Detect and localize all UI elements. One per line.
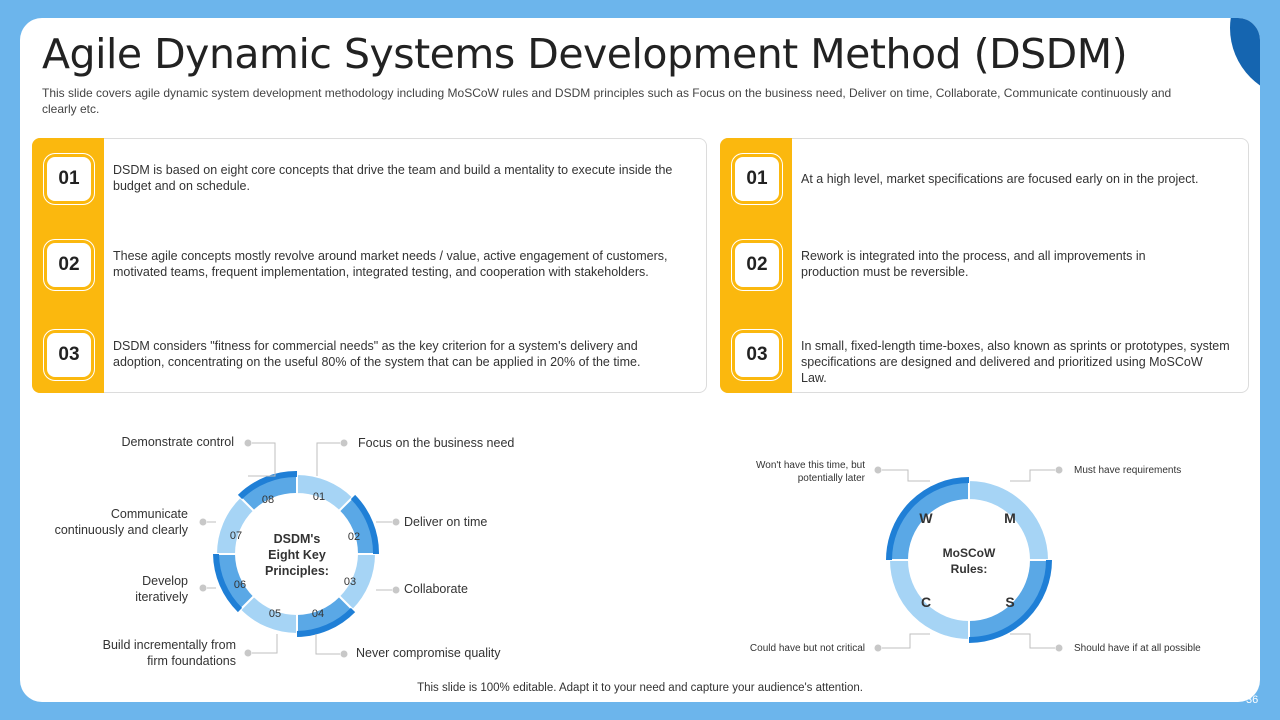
dsdm-num-5: 05 xyxy=(268,608,282,620)
decorative-ring-icon xyxy=(1210,18,1260,118)
moscow-diagram xyxy=(860,458,1080,658)
dsdm-num-8: 08 xyxy=(261,494,275,506)
moscow-label-w: Won't have this time, but potentially later xyxy=(756,460,865,484)
moscow-letter-m: M xyxy=(1004,510,1016,526)
number-badge: 03 xyxy=(47,333,91,377)
dsdm-label-8: Demonstrate control xyxy=(121,435,234,449)
dsdm-num-2: 02 xyxy=(347,531,361,543)
number-badge: 01 xyxy=(47,157,91,201)
page-number: 36 xyxy=(1246,694,1259,706)
moscow-center-line-2: Rules: xyxy=(950,562,988,576)
page-title: Agile Dynamic Systems Development Method (DSDM) xyxy=(42,30,1128,78)
dsdm-label-4: Never compromise quality xyxy=(356,646,501,660)
dsdm-center-line-3: Principles: xyxy=(265,564,329,578)
moscow-letter-s: S xyxy=(1005,594,1015,610)
dsdm-num-1: 01 xyxy=(312,491,326,503)
right-info-card xyxy=(720,138,1249,393)
moscow-label-s: Should have if at all possible xyxy=(1074,643,1201,654)
moscow-letter-c: C xyxy=(920,594,932,610)
moscow-center-line-1: MoSCoW xyxy=(942,546,996,560)
number-badge: 02 xyxy=(47,243,91,287)
left-item-1-text: DSDM is based on eight core concepts that drive the team and build a mentality to execute inside the budget and on schedule. xyxy=(113,163,673,193)
moscow-label-c: Could have but not critical xyxy=(749,643,865,654)
dsdm-num-3: 03 xyxy=(343,576,357,588)
dsdm-label-2: Deliver on time xyxy=(404,515,488,529)
footer-note: This slide is 100% editable. Adapt it to your need and capture your audience's attention. xyxy=(417,682,863,694)
dsdm-num-4: 04 xyxy=(311,608,325,620)
moscow-letter-w: W xyxy=(919,510,933,526)
dsdm-num-7: 07 xyxy=(229,530,243,542)
right-item-3-text: In small, fixed-length time-boxes, also known as sprints or prototypes, system specifications are designed and delivered and prioritized using MoSCoW Law. xyxy=(801,339,1230,385)
dsdm-center-line-2: Eight Key xyxy=(268,548,326,562)
dsdm-label-1: Focus on the business need xyxy=(358,436,515,450)
left-item-3-text: DSDM considers "fitness for commercial needs" as the key criterion for a system's delivery and adoption, concentrating on the useful 80% of the system that can be applied in 20% of the time. xyxy=(113,339,641,369)
number-badge: 03 xyxy=(735,333,779,377)
number-badge: 01 xyxy=(735,157,779,201)
left-item-2-text: These agile concepts mostly revolve around market needs / value, active engagement of customers, motivated teams, frequent implementation, integrated testing, and cooperation with stakeholders. xyxy=(113,249,668,279)
right-item-1-text: At a high level, market specifications are focused early on in the project. xyxy=(801,172,1199,186)
number-badge: 02 xyxy=(735,243,779,287)
page-subtitle: This slide covers agile dynamic system development methodology including MoSCoW rules and DSDM principles such as Focus on the business need, Deliver on time, Collaborate, Communicate continuously and clearly etc. xyxy=(42,86,1172,116)
dsdm-center-line-1: DSDM's xyxy=(273,532,321,546)
moscow-label-m: Must have requirements xyxy=(1074,465,1182,476)
dsdm-label-3: Collaborate xyxy=(404,582,468,596)
dsdm-num-6: 06 xyxy=(233,579,247,591)
dsdm-label-7: Communicate continuously and clearly xyxy=(54,507,188,537)
dsdm-label-5: Build incrementally from firm foundations xyxy=(102,638,236,668)
dsdm-label-6: Develop iteratively xyxy=(135,574,188,604)
right-item-2-text: Rework is integrated into the process, and all improvements in production must be reversible. xyxy=(801,249,1146,279)
left-info-card xyxy=(32,138,707,393)
slide xyxy=(20,18,1260,702)
